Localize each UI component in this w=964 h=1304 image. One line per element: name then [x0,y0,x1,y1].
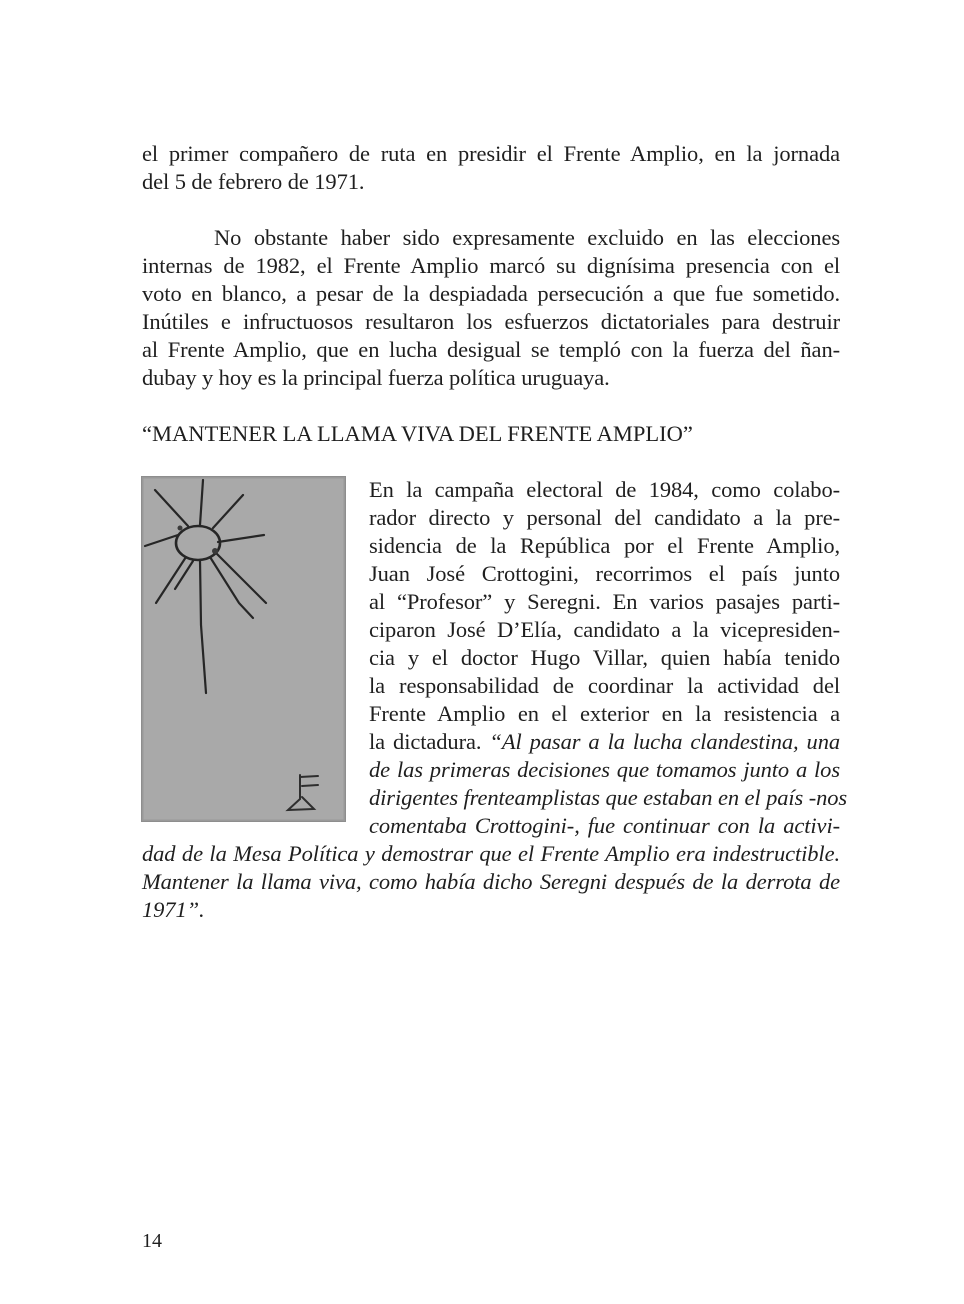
quote-line: de las primeras decisiones que tomamos junto a los [369,757,840,782]
paragraph-line: al Frente Amplio, que en lucha desigual se templó con la fuerza del ñan- [142,337,840,362]
paragraph-3-full [142,840,840,924]
paragraph-line: dubay y hoy es la principal fuerza política uruguaya. [142,365,610,390]
plain-text: la dictadura. [369,729,490,754]
quote-line: comentaba Crottogini-, fue continuar con la activi- [369,813,840,838]
quote-start: “Al pasar a la lucha clandestina, una [489,729,841,754]
sun-drawing-icon [142,477,345,821]
paragraph-1 [142,140,840,196]
quote-line: dirigentes frenteamplistas que estaban en el país -nos [369,785,848,810]
paragraph-line: voto en blanco, a pesar de la despiadada persecución a que fue sometido. [142,281,840,306]
paragraph-2 [142,224,840,392]
paragraph-line: ciparon José D’Elía, candidato a la vicepresiden- [369,617,840,642]
sun-drawing-figure [141,476,346,822]
paragraph-line: rador directo y personal del candidato a la pre- [369,505,840,530]
paragraph-line: Frente Amplio en el exterior en la resistencia a [369,701,840,726]
paragraph-line: No obstante haber sido expresamente excluido en las elecciones [214,225,840,250]
quote-line: dad de la Mesa Política y demostrar que el Frente Amplio era indestructible. [142,841,840,866]
paragraph-line: la responsabilidad de coordinar la actividad del [369,673,840,698]
section-heading: “MANTENER LA LLAMA VIVA DEL FRENTE AMPLIO” [142,421,693,446]
paragraph-line: Inútiles e infructuosos resultaron los esfuerzos dictatoriales para destruir [142,309,840,334]
quote-line: Mantener la llama viva, como había dicho Seregni después de la derrota de [142,869,840,894]
paragraph-line: Juan José Crottogini, recorrimos el país junto [369,561,840,586]
paragraph-line-mixed [369,728,840,756]
paragraph-3-wrapped [369,476,848,840]
paragraph-line: internas de 1982, el Frente Amplio marcó su dignísima presencia con el [142,253,840,278]
paragraph-line: del 5 de febrero de 1971. [142,169,365,194]
paragraph-line: En la campaña electoral de 1984, como colabo- [369,477,840,502]
quote-line: 1971”. [142,897,205,922]
page-number: 14 [142,1230,162,1252]
paragraph-line: sidencia de la República por el Frente Amplio, [369,533,840,558]
paragraph-line: el primer compañero de ruta en presidir el Frente Amplio, en la jornada [142,141,840,166]
paragraph-line: cia y el doctor Hugo Villar, quien había tenido [369,645,840,670]
paragraph-line: al “Profesor” y Seregni. En varios pasajes parti- [369,589,840,614]
